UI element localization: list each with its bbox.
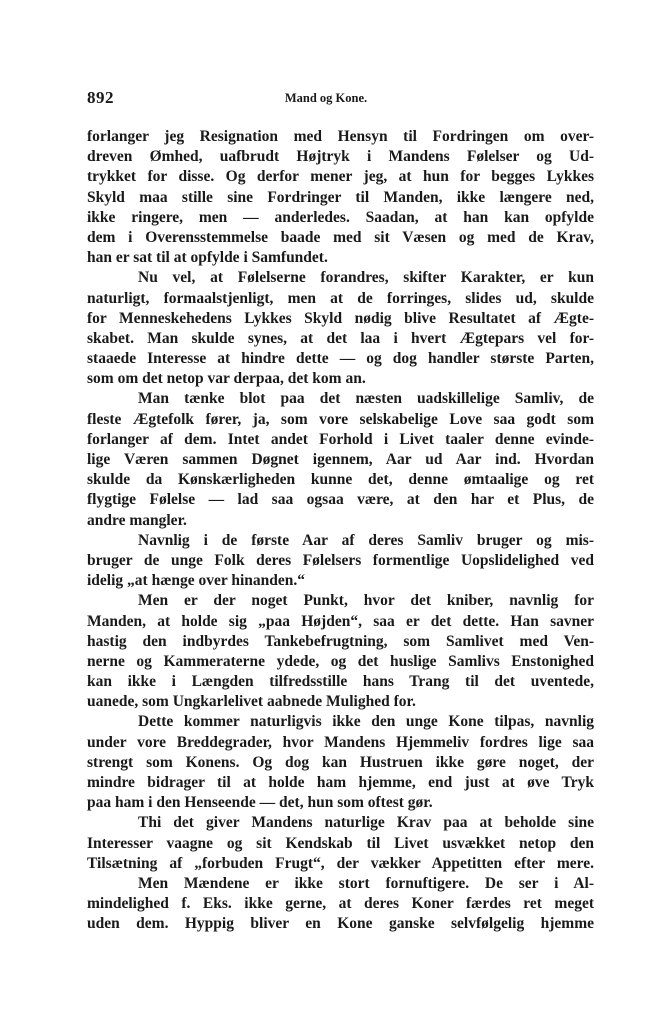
- text-line: staaede Interesse at hindre dette — og dog handler største Parten,: [87, 350, 594, 368]
- text-line: Nu vel, at Følelserne forandres, skifter Karakter, er kun: [138, 269, 594, 287]
- text-line: uden dem. Hyppig bliver en Kone ganske selvfølgelig hjemme: [87, 915, 594, 933]
- text-line: nerne og Kammeraterne ydede, og det huslige Samlivs Enstonighed: [87, 652, 594, 670]
- text-line: Navnlig i de første Aar af deres Samliv bruger og mis-: [138, 531, 594, 549]
- text-line: Interesser vaagne og sit Kendskab til Livet usvækket netop den: [87, 834, 594, 852]
- text-line: strengt som Konens. Og dog kan Hustruen ikke gøre noget, der: [87, 753, 594, 771]
- text-line: Skyld maa stille sine Fordringer til Manden, ikke længere ned,: [87, 188, 594, 206]
- text-line: Manden, at holde sig „paa Højden“, saa er det dette. Han savner: [87, 612, 594, 630]
- text-line: Tilsætning af „forbuden Frugt“, der vækker Appetitten efter mere.: [87, 854, 594, 872]
- page-number: 892: [87, 88, 114, 107]
- text-line: som om det netop var derpaa, det kom an.: [87, 370, 366, 388]
- text-line: dem i Overensstemmelse baade med sit Væsen og med de Krav,: [87, 228, 594, 246]
- text-line: Men Mændene er ikke stort fornuftigere. De ser i Al-: [138, 874, 594, 892]
- text-line: hastig den indbyrdes Tankebefrugtning, som Samlivet med Ven-: [87, 632, 594, 650]
- text-line: idelig „at hænge over hinanden.“: [87, 572, 306, 590]
- running-title: Mand og Kone.: [284, 91, 368, 105]
- text-line: lige Væren sammen Døgnet igennem, Aar ud Aar ind. Hvordan: [87, 451, 594, 468]
- text-line: uanede, som Ungkarlelivet aabnede Mulighed for.: [87, 693, 416, 711]
- text-line: Man tænke blot paa det næsten uadskillelige Samliv, de: [138, 390, 594, 408]
- text-line: trykket for disse. Og derfor mener jeg, at hun for begges Lykkes: [87, 168, 594, 186]
- text-line: fleste Ægtefolk fører, ja, som vore selskabelige Love saa godt som: [87, 410, 594, 428]
- text-line: Men er der noget Punkt, hvor det kniber, navnlig for: [138, 592, 594, 610]
- text-line: paa ham i den Henseende — det, hun som oftest gør.: [87, 794, 433, 812]
- text-line: kan ikke i Længden tilfredsstille hans Trang til det uventede,: [87, 673, 594, 691]
- text-line: naturligt, formaalstjenligt, men at de forringes, slides ud, skulde: [87, 289, 594, 307]
- text-line: flygtige Følelse — lad saa ogsaa være, at den har et Plus, de: [87, 491, 594, 509]
- text-line: mindre bidrager til at holde ham hjemme, end just at øve Tryk: [87, 774, 594, 791]
- text-line: Thi det giver Mandens naturlige Krav paa at beholde sine: [138, 814, 594, 832]
- text-line: dreven Ømhed, uafbrudt Højtryk i Mandens Følelser og Ud-: [87, 148, 594, 166]
- text-line: mindelighed f. Eks. ikke gerne, at deres Koner færdes ret meget: [87, 895, 594, 913]
- text-line: skulde da Kønskærligheden kunne det, denne ømtaalige og ret: [87, 471, 594, 489]
- text-line: bruger de unge Folk deres Følelsers formentlige Uopslidelighed ved: [87, 551, 594, 569]
- text-line: han er sat til at opfylde i Samfundet.: [87, 249, 328, 267]
- text-line: under vore Breddegrader, hvor Mandens Hjemmeliv fordres lige saa: [87, 733, 594, 751]
- body-text: [87, 127, 594, 935]
- text-line: for Menneskehedens Lykkes Skyld nødig blive Resultatet af Ægte-: [87, 309, 594, 327]
- text-line: andre mangler.: [87, 511, 187, 529]
- text-line: forlanger jeg Resignation med Hensyn til Fordringen om over-: [87, 128, 594, 145]
- text-line: forlanger af dem. Intet andet Forhold i Livet taaler denne evinde-: [87, 430, 594, 448]
- text-line: ikke ringere, men — anderledes. Saadan, at han kan opfylde: [87, 208, 594, 226]
- text-line: Dette kommer naturligvis ikke den unge Kone tilpas, navnlig: [138, 713, 594, 731]
- text-line: skabet. Man skulde synes, at det laa i hvert Ægtepars vel for-: [87, 329, 594, 347]
